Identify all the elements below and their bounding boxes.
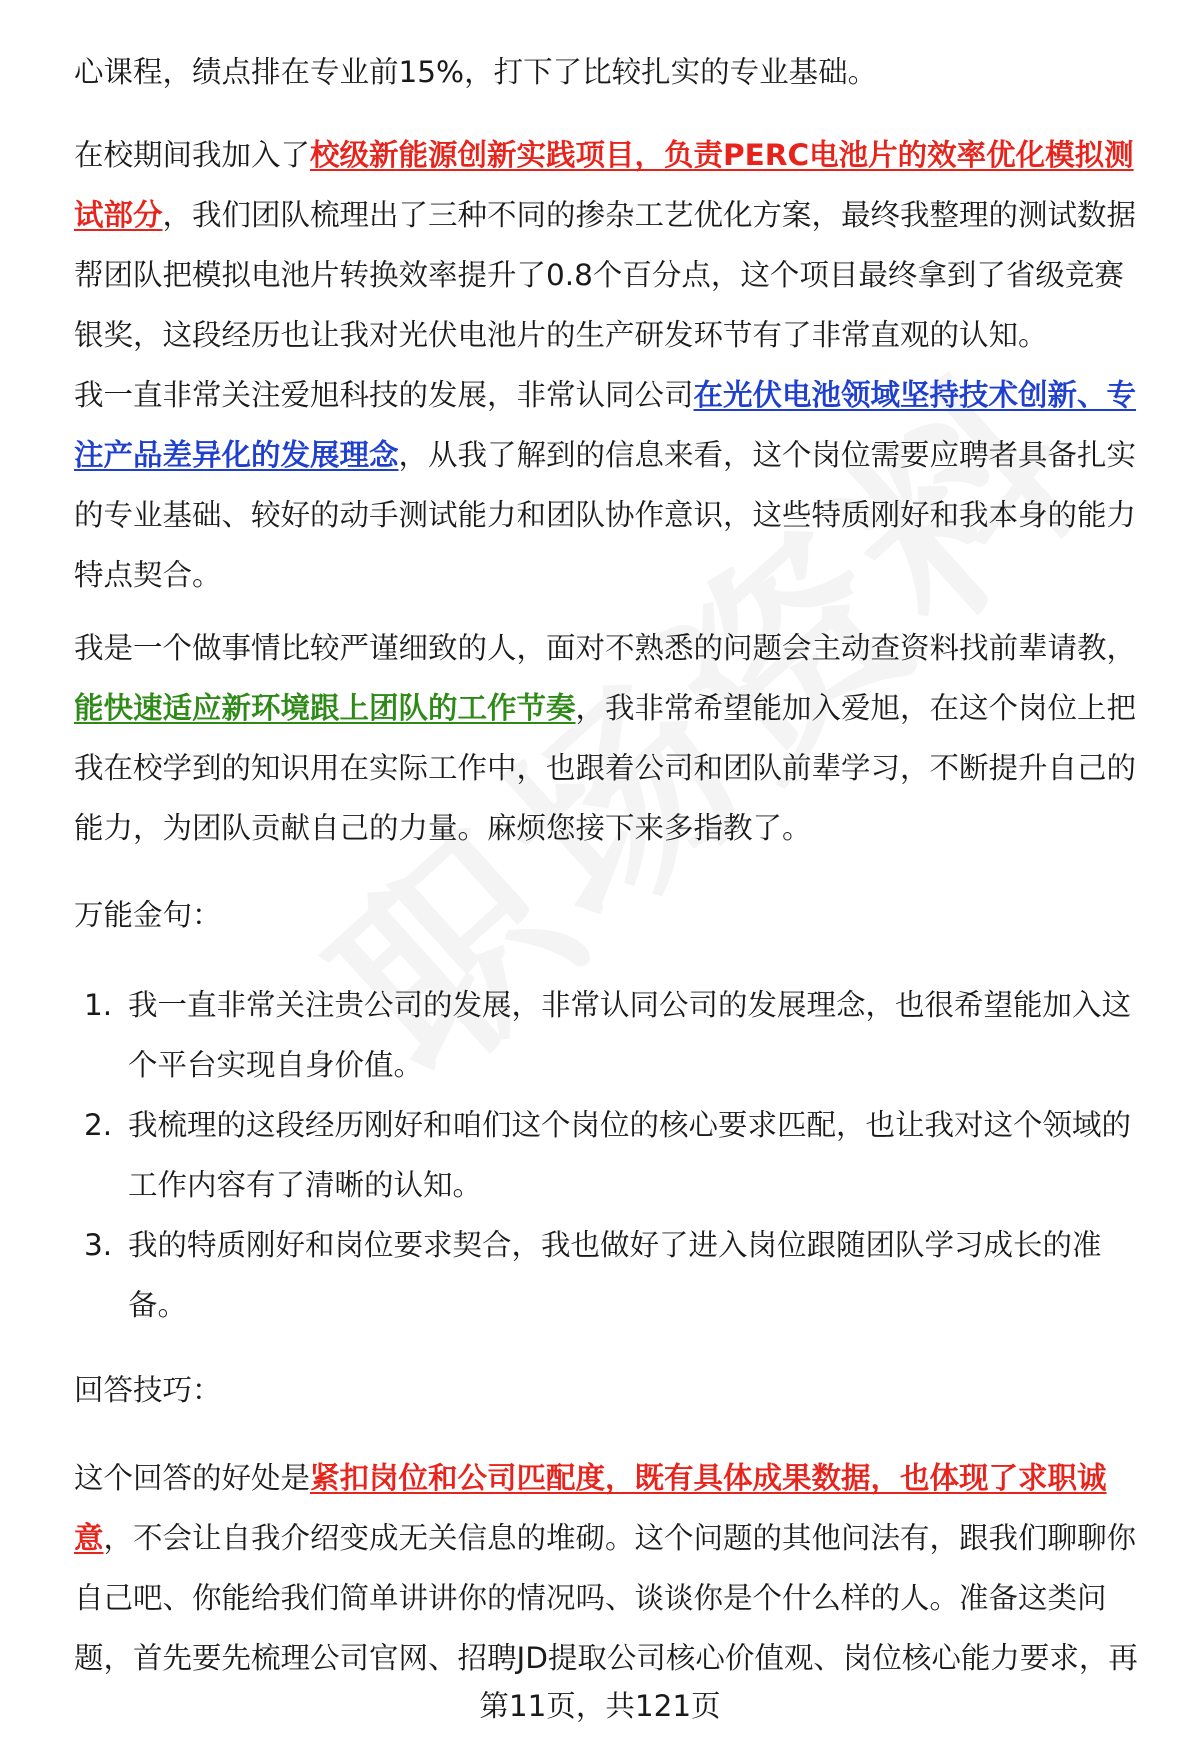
paragraph-text: 心课程，绩点排在专业前15%，打下了比较扎实的专业基础。 [74,55,878,89]
label-golden-phrases: 万能金句： [74,898,222,932]
list-number: 2. [84,1108,113,1142]
paragraph-project [74,125,1152,365]
highlight-red: 校级新能源创新实践项目，负责PERC电池片的效率优化模拟测试部分 [74,138,1134,232]
label-answer-tips: 回答技巧： [74,1373,222,1407]
highlight-blue: 在光伏电池领域坚持技术创新、专注产品差异化的发展理念 [74,378,1137,472]
page-number: 第11页，共121页 [479,1689,721,1723]
list-text: 我一直非常关注贵公司的发展，非常认同公司的发展理念，也很希望能加入这个平台实现自身价值。 [128,988,1132,1082]
list-number: 1. [84,988,113,1022]
paragraph-text: ，我非常希望能加入爱旭，在这个岗位上把我在校学到的知识用在实际工作中，也跟着公司和团队前辈学习，不断提升自己的能力，为团队贡献自己的力量。麻烦您接下来多指教了。 [74,691,1137,845]
paragraph-text: ，我们团队梳理出了三种不同的掺杂工艺优化方案，最终我整理的测试数据帮团队把模拟电池片转换效率提升了0.8个百分点，这个项目最终拿到了省级竞赛银奖，这段经历也让我对光伏电池片的生产研发环节有了非常直观的认知。 [74,198,1137,352]
paragraph-text: ，不会让自我介绍变成无关信息的堆砌。这个问题的其他问法有，跟我们聊聊你自己吧、你能给我们简单讲讲你的情况吗、谈谈你是个什么样的人。准备这类问题，首先要先梳理公司官网、招聘JD提取公司核心价值观、岗位核心能力要求，再 [74,1521,1138,1675]
paragraph-company [74,365,1152,605]
paragraph-text: 在校期间我加入了 [74,138,311,172]
list-item [84,975,1154,1095]
paragraph-personality [74,618,1152,858]
list-item [84,1215,1154,1335]
paragraph-text: 这个回答的好处是 [74,1461,311,1495]
paragraph-course [74,42,1152,102]
paragraph-tips [74,1448,1152,1688]
highlight-red: 紧扣岗位和公司匹配度，既有具体成果数据，也体现了求职诚意 [74,1461,1107,1555]
paragraph-text: ，从我了解到的信息来看，这个岗位需要应聘者具备扎实的专业基础、较好的动手测试能力和团队协作意识，这些特质刚好和我本身的能力特点契合。 [74,438,1137,592]
list-item [84,1095,1154,1215]
paragraph-text: 我一直非常关注爱旭科技的发展，非常认同公司 [74,378,694,412]
paragraph-text: 我是一个做事情比较严谨细致的人，面对不熟悉的问题会主动查资料找前辈请教， [74,631,1137,665]
highlight-green: 能快速适应新环境跟上团队的工作节奏 [74,691,576,725]
list-text: 我梳理的这段经历刚好和咱们这个岗位的核心要求匹配，也让我对这个领域的工作内容有了清晰的认知。 [128,1108,1132,1202]
list-number: 3. [84,1228,113,1262]
list-text: 我的特质刚好和岗位要求契合，我也做好了进入岗位跟随团队学习成长的准备。 [128,1228,1102,1322]
